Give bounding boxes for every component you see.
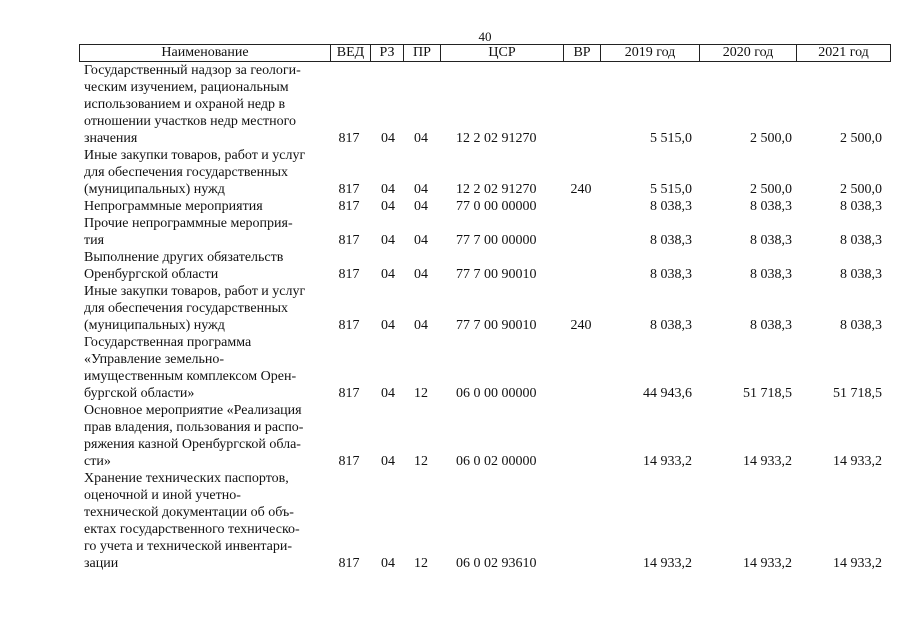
cell-pr: 04: [414, 131, 428, 146]
cell-vr: 240: [570, 182, 592, 197]
cell-vr: [566, 198, 596, 215]
cell-2021: 8 038,3: [840, 199, 882, 214]
row-name-line: прав владения, пользования и распо-: [84, 420, 304, 435]
row-name-line: Непрограммные мероприятия: [84, 199, 263, 214]
cell-ved: 817: [338, 182, 360, 197]
cell-2021: 14 933,2: [833, 556, 882, 571]
col-header-ved: ВЕД: [330, 44, 371, 62]
cell-pr: 04: [414, 318, 428, 333]
cell-2020: 14 933,2: [743, 454, 792, 469]
row-name-line: Иные закупки товаров, работ и услуг: [84, 148, 306, 163]
cell-2019: 5 515,0: [650, 182, 692, 197]
row-name-line: ряжения казной Оренбургской обла-: [84, 437, 301, 452]
row-name: [84, 283, 334, 334]
table-row: [0, 249, 905, 283]
cell-2021: 8 038,3: [840, 318, 882, 333]
cell-2020: 2 500,0: [750, 182, 792, 197]
cell-2019: 8 038,3: [650, 199, 692, 214]
row-name-line: оценочной и иной учетно-: [84, 488, 241, 503]
row-name-line: Иные закупки товаров, работ и услуг: [84, 284, 306, 299]
row-name-line: отношении участков недр местного: [84, 114, 296, 129]
cell-csr: 77 7 00 90010: [456, 267, 537, 282]
cell-2019: 8 038,3: [650, 233, 692, 248]
row-name: [84, 249, 334, 283]
cell-2019: 8 038,3: [650, 318, 692, 333]
table-row: [0, 147, 905, 198]
row-name-line: Государственная программа: [84, 335, 252, 350]
cell-2020: 8 038,3: [750, 267, 792, 282]
cell-vr: [566, 385, 596, 402]
cell-vr: [566, 130, 596, 147]
row-name-line: технической документации об объ-: [84, 505, 294, 520]
cell-ved: 817: [338, 233, 360, 248]
cell-pr: 12: [414, 454, 428, 469]
row-name-line: Выполнение других обязательств: [84, 250, 284, 265]
cell-vr: 240: [570, 318, 592, 333]
row-name-line: «Управление земельно-: [84, 352, 225, 367]
col-header-vr: ВР: [563, 44, 601, 62]
cell-pr: 04: [414, 182, 428, 197]
cell-vr: [566, 453, 596, 470]
cell-ved: 817: [338, 131, 360, 146]
row-name: [84, 215, 334, 249]
cell-csr: 06 0 00 00000: [456, 386, 537, 401]
cell-csr: 77 7 00 00000: [456, 233, 537, 248]
row-name: [84, 402, 334, 470]
col-header-2019: 2019 год: [600, 44, 700, 62]
col-header-name: Наименование: [79, 44, 331, 62]
cell-2020: 8 038,3: [750, 318, 792, 333]
cell-2020: 8 038,3: [750, 233, 792, 248]
cell-ved: 817: [338, 556, 360, 571]
cell-2020: 2 500,0: [750, 131, 792, 146]
cell-ved: 817: [338, 199, 360, 214]
cell-2021: 14 933,2: [833, 454, 882, 469]
cell-2021: 8 038,3: [840, 267, 882, 282]
cell-2021: 2 500,0: [840, 182, 882, 197]
cell-rz: 04: [381, 556, 395, 571]
cell-pr: 04: [414, 233, 428, 248]
cell-pr: 04: [414, 199, 428, 214]
row-name: [84, 62, 334, 147]
row-name-line: Прочие непрограммные мероприя-: [84, 216, 293, 231]
row-name-line: ектах государственного техническо-: [84, 522, 300, 537]
row-name: [84, 198, 334, 215]
col-header-2020: 2020 год: [699, 44, 797, 62]
cell-rz: 04: [381, 454, 395, 469]
cell-csr: 77 7 00 90010: [456, 318, 537, 333]
col-header-csr: ЦСР: [440, 44, 564, 62]
cell-pr: 12: [414, 556, 428, 571]
cell-2020: 14 933,2: [743, 556, 792, 571]
cell-ved: 817: [338, 267, 360, 282]
cell-2021: 8 038,3: [840, 233, 882, 248]
col-header-rz: РЗ: [370, 44, 404, 62]
row-name-line: тия: [84, 233, 105, 248]
cell-vr: [566, 232, 596, 249]
row-name-line: использованием и охраной недр в: [84, 97, 286, 112]
col-header-2021: 2021 год: [796, 44, 891, 62]
row-name-line: для обеспечения государственных: [84, 301, 288, 316]
cell-vr: [566, 555, 596, 572]
cell-csr: 06 0 02 00000: [456, 454, 537, 469]
table-row: [0, 198, 905, 215]
row-name: [84, 470, 334, 572]
cell-pr: 12: [414, 386, 428, 401]
cell-2019: 8 038,3: [650, 267, 692, 282]
cell-csr: 77 0 00 00000: [456, 199, 537, 214]
row-name-line: Основное мероприятие «Реализация: [84, 403, 302, 418]
cell-2021: 2 500,0: [840, 131, 882, 146]
table-row: [0, 470, 905, 572]
cell-2019: 5 515,0: [650, 131, 692, 146]
row-name-line: Хранение технических паспортов,: [84, 471, 289, 486]
row-name-line: (муниципальных) нужд: [84, 318, 225, 333]
cell-rz: 04: [381, 199, 395, 214]
row-name: [84, 334, 334, 402]
table-row: [0, 402, 905, 470]
cell-rz: 04: [381, 182, 395, 197]
row-name-line: (муниципальных) нужд: [84, 182, 225, 197]
cell-2020: 8 038,3: [750, 199, 792, 214]
cell-rz: 04: [381, 131, 395, 146]
row-name-line: сти»: [84, 454, 111, 469]
cell-rz: 04: [381, 233, 395, 248]
cell-csr: 12 2 02 91270: [456, 182, 537, 197]
cell-ved: 817: [338, 318, 360, 333]
row-name-line: Оренбургской области: [84, 267, 219, 282]
row-name: [84, 147, 334, 198]
cell-pr: 04: [414, 267, 428, 282]
page-number: 40: [478, 29, 492, 44]
table-row: [0, 283, 905, 334]
row-name-line: го учета и технической инвентари-: [84, 539, 293, 554]
table-row: [0, 215, 905, 249]
cell-csr: 12 2 02 91270: [456, 131, 537, 146]
cell-2020: 51 718,5: [743, 386, 792, 401]
col-header-pr: ПР: [403, 44, 441, 62]
cell-2019: 14 933,2: [643, 556, 692, 571]
cell-rz: 04: [381, 318, 395, 333]
row-name-line: Государственный надзор за геологи-: [84, 63, 301, 78]
cell-rz: 04: [381, 267, 395, 282]
cell-2019: 44 943,6: [643, 386, 692, 401]
cell-ved: 817: [338, 386, 360, 401]
cell-vr: [566, 266, 596, 283]
cell-2019: 14 933,2: [643, 454, 692, 469]
row-name-line: имущественным комплексом Орен-: [84, 369, 297, 384]
cell-ved: 817: [338, 454, 360, 469]
row-name-line: для обеспечения государственных: [84, 165, 288, 180]
row-name-line: зации: [84, 556, 119, 571]
table-row: [0, 62, 905, 147]
row-name-line: значения: [84, 131, 138, 146]
table-row: [0, 334, 905, 402]
cell-csr: 06 0 02 93610: [456, 556, 537, 571]
cell-2021: 51 718,5: [833, 386, 882, 401]
row-name-line: ческим изучением, рациональным: [84, 80, 289, 95]
cell-rz: 04: [381, 386, 395, 401]
row-name-line: бургской области»: [84, 386, 195, 401]
